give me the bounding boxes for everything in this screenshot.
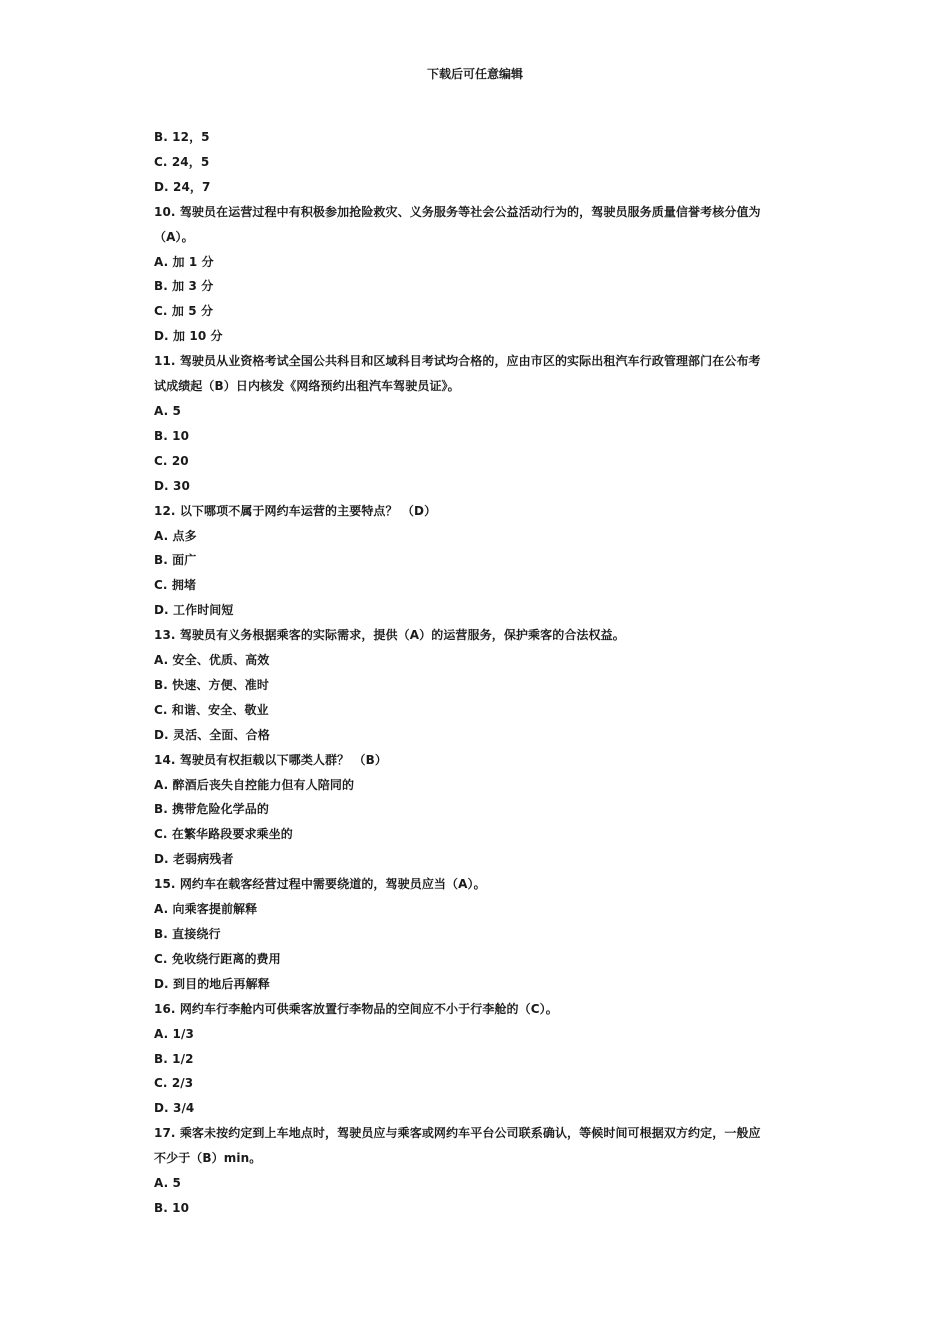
question-16: 16. 网约车行李舱内可供乘客放置行李物品的空间应不小于行李舱的（C）。 bbox=[154, 1001, 558, 1016]
question-12: 12. 以下哪项不属于网约车运营的主要特点？ （D） bbox=[154, 503, 437, 518]
question-17: 17. 乘客未按约定到上车地点时，驾驶员应与乘客或网约车平台公司联系确认，等候时间可根据双方约定，一般应 bbox=[154, 1126, 761, 1141]
option-a-q10: A. 加 1 分 bbox=[154, 254, 214, 269]
question-17-cont: 不少于（B）min。 bbox=[154, 1151, 262, 1166]
option-c-q9: C. 24，5 bbox=[154, 154, 210, 169]
option-b-q13: B. 快速、方便、准时 bbox=[154, 677, 269, 692]
option-b-q9: B. 12，5 bbox=[154, 130, 210, 144]
question-11: 11. 驾驶员从业资格考试全国公共科目和区域科目考试均合格的，应由市区的实际出租汽车行政管理部门在公布考 bbox=[154, 354, 761, 369]
option-d-q15: D. 到目的地后再解释 bbox=[154, 976, 270, 991]
question-13: 13. 驾驶员有义务根据乘客的实际需求，提供（A）的运营服务，保护乘客的合法权益。 bbox=[154, 628, 625, 643]
option-c-q14: C. 在繁华路段要求乘坐的 bbox=[154, 827, 293, 842]
question-15: 15. 网约车在载客经营过程中需要绕道的，驾驶员应当（A）。 bbox=[154, 877, 486, 892]
option-a-q15: A. 向乘客提前解释 bbox=[154, 902, 258, 917]
option-a-q14: A. 醉酒后丧失自控能力但有人陪同的 bbox=[154, 777, 355, 792]
option-d-q10: D. 加 10 分 bbox=[154, 329, 223, 344]
question-11-cont: 试成绩起（B）日内核发《网络预约出租汽车驾驶员证》。 bbox=[154, 379, 460, 394]
option-b-q11: B. 10 bbox=[154, 428, 190, 443]
option-c-q12: C. 拥堵 bbox=[154, 578, 197, 593]
option-c-q11: C. 20 bbox=[154, 453, 189, 468]
option-c-q13: C. 和谐、安全、敬业 bbox=[154, 702, 269, 717]
option-c-q16: C. 2/3 bbox=[154, 1076, 194, 1091]
option-a-q16: A. 1/3 bbox=[154, 1026, 194, 1041]
option-d-q9: D. 24，7 bbox=[154, 179, 211, 194]
option-c-q10: C. 加 5 分 bbox=[154, 304, 214, 319]
question-10: 10. 驾驶员在运营过程中有积极参加抢险救灾、义务服务等社会公益活动行为的，驾驶员服务质量信誉考核分值为 bbox=[154, 204, 761, 219]
option-a-q11: A. 5 bbox=[154, 403, 181, 418]
option-d-q13: D. 灵活、全面、合格 bbox=[154, 727, 270, 742]
option-d-q11: D. 30 bbox=[154, 478, 190, 493]
page-header: 下载后可任意编辑 bbox=[426, 67, 523, 81]
option-b-q10: B. 加 3 分 bbox=[154, 279, 214, 294]
option-c-q15: C. 免收绕行距离的费用 bbox=[154, 951, 281, 966]
option-d-q12: D. 工作时间短 bbox=[154, 603, 234, 618]
option-a-q12: A. 点多 bbox=[154, 528, 197, 543]
option-b-q14: B. 携带危险化学品的 bbox=[154, 802, 269, 817]
option-b-q15: B. 直接绕行 bbox=[154, 927, 221, 941]
question-14: 14. 驾驶员有权拒载以下哪类人群？ （B） bbox=[154, 752, 387, 767]
option-a-q17: A. 5 bbox=[154, 1176, 181, 1191]
option-d-q16: D. 3/4 bbox=[154, 1101, 195, 1116]
question-list bbox=[154, 125, 794, 1221]
option-b-q16: B. 1/2 bbox=[154, 1051, 194, 1066]
option-d-q14: D. 老弱病残者 bbox=[154, 852, 234, 867]
option-b-q17: B. 10 bbox=[154, 1200, 190, 1215]
option-a-q13: A. 安全、优质、高效 bbox=[154, 653, 270, 668]
option-b-q12: B. 面广 bbox=[154, 553, 197, 568]
question-10-cont: （A）。 bbox=[154, 229, 194, 244]
